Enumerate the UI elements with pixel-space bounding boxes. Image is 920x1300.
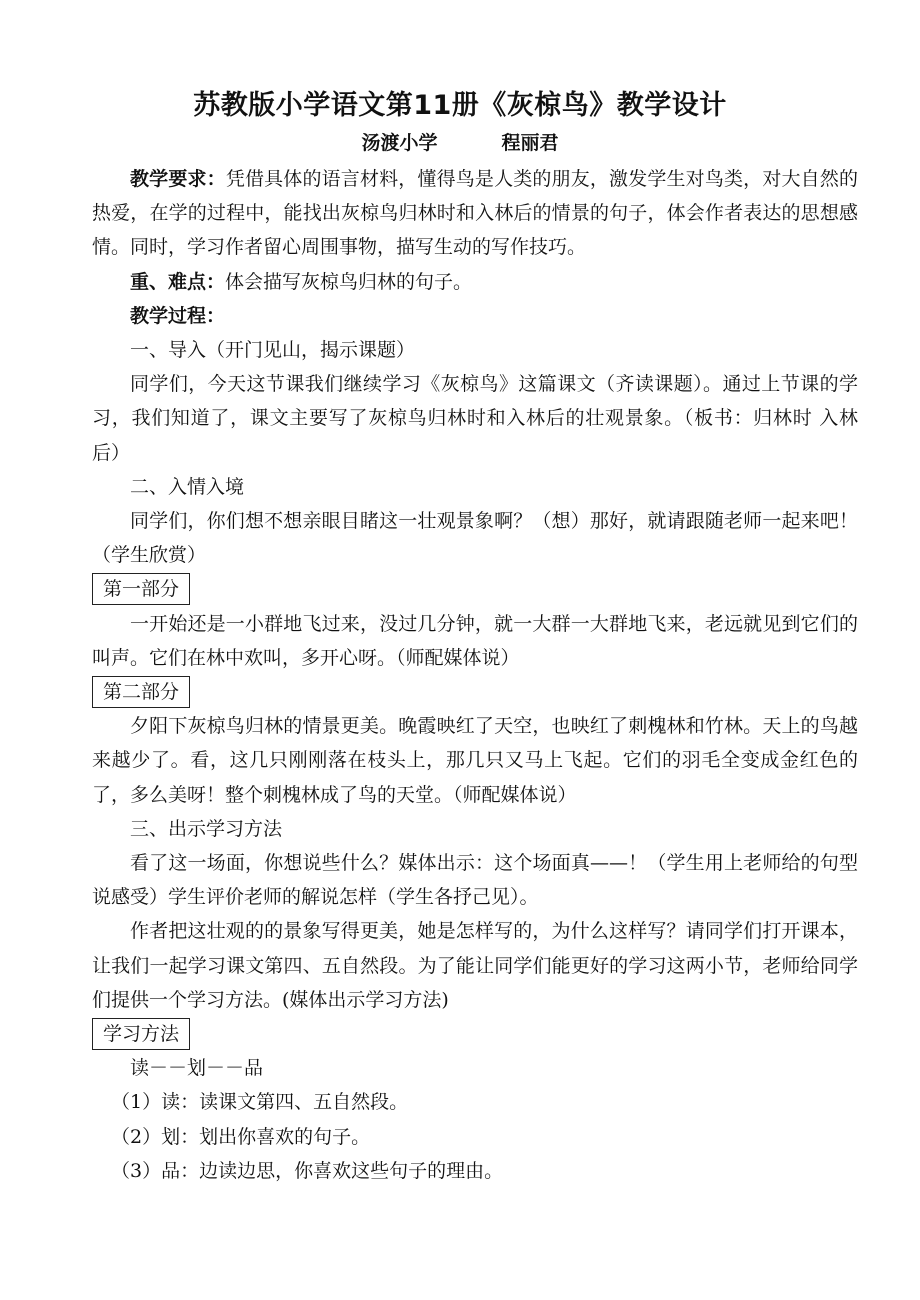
requirements-paragraph: [92, 162, 858, 265]
section3-heading: 三、出示学习方法: [130, 817, 283, 840]
requirements-label: 教学要求：: [130, 168, 226, 190]
method-line: 读－－划－－品: [130, 1057, 264, 1080]
method-box: 学习方法: [92, 1018, 190, 1050]
method-box-row: [92, 1017, 858, 1051]
key-points-text: 体会描写灰椋鸟归林的句子。: [225, 270, 473, 293]
part1-box-row: [92, 572, 858, 606]
section3-paragraph-2: 作者把这壮观的的景象写得更美，她是怎样写的，为什么这样写？请同学们打开课本，让我们一起学习课文第四、五自然段。为了能让同学们能更好的学习这两小节，老师给同学们提供一个学习方法。(媒体出示学习方法): [92, 920, 858, 1011]
method-step-1: （1）读：读课文第四、五自然段。: [111, 1091, 409, 1114]
document-body: [92, 162, 858, 1188]
part1-paragraph: 一开始还是一小群地飞过来，没过几分钟，就一大群一大群地飞来，老远就见到它们的叫声。它们在林中欢叫，多开心呀。（师配媒体说）: [92, 612, 858, 669]
requirements-text: 凭借具体的语言材料，懂得鸟是人类的朋友，激发学生对鸟类，对大自然的热爱，在学的过程中，能找出灰椋鸟归林时和入林后的情景的句子，体会作者表达的思想感情。同时，学习作者留心周围事物，描写生动的写作技巧。: [92, 168, 858, 259]
document-title: 苏教版小学语文第11册《灰椋鸟》教学设计: [193, 90, 727, 121]
section1-heading: 一、导入（开门见山，揭示课题）: [130, 339, 416, 362]
method-steps: [92, 1085, 858, 1188]
method-step-3: （3）品：边读边思，你喜欢这些句子的理由。: [111, 1159, 504, 1182]
author-name: 程丽君: [501, 132, 559, 154]
section1-paragraph: 同学们，今天这节课我们继续学习《灰椋鸟》这篇课文（齐读课题）。通过上节课的学习，我们知道了，课文主要写了灰椋鸟归林时和入林后的壮观景象。（板书：归林时 入林后）: [92, 373, 858, 464]
key-points-paragraph: [92, 265, 858, 299]
key-points-label: 重、难点：: [130, 270, 226, 293]
section2-heading: 二、入情入境: [130, 475, 245, 498]
part1-box: 第一部分: [92, 573, 190, 605]
method-step-2: （2）划：划出你喜欢的句子。: [111, 1125, 371, 1148]
part2-paragraph: 夕阳下灰椋鸟归林的情景更美。晚霞映红了天空，也映红了刺槐林和竹林。天上的鸟越来越少了。看，这几只刚刚落在枝头上，那几只又马上飞起。它们的羽毛全变成金红色的了，多么美呀！整个刺槐林成了鸟的天堂。（师配媒体说）: [92, 715, 858, 806]
author-line: [0, 128, 920, 158]
process-label: 教学过程：: [130, 304, 226, 327]
section2-paragraph: 同学们，你们想不想亲眼目睹这一壮观景象啊？（想）那好，就请跟随老师一起来吧！（学生欣赏）: [92, 510, 858, 567]
part2-box: 第二部分: [92, 676, 190, 708]
author-school: 汤渡小学: [361, 132, 438, 154]
section3-paragraph-1: 看了这一场面，你想说些什么？媒体出示：这个场面真——！（学生用上老师给的句型说感受）学生评价老师的解说怎样（学生各抒己见）。: [92, 852, 858, 909]
part2-box-row: [92, 675, 858, 709]
